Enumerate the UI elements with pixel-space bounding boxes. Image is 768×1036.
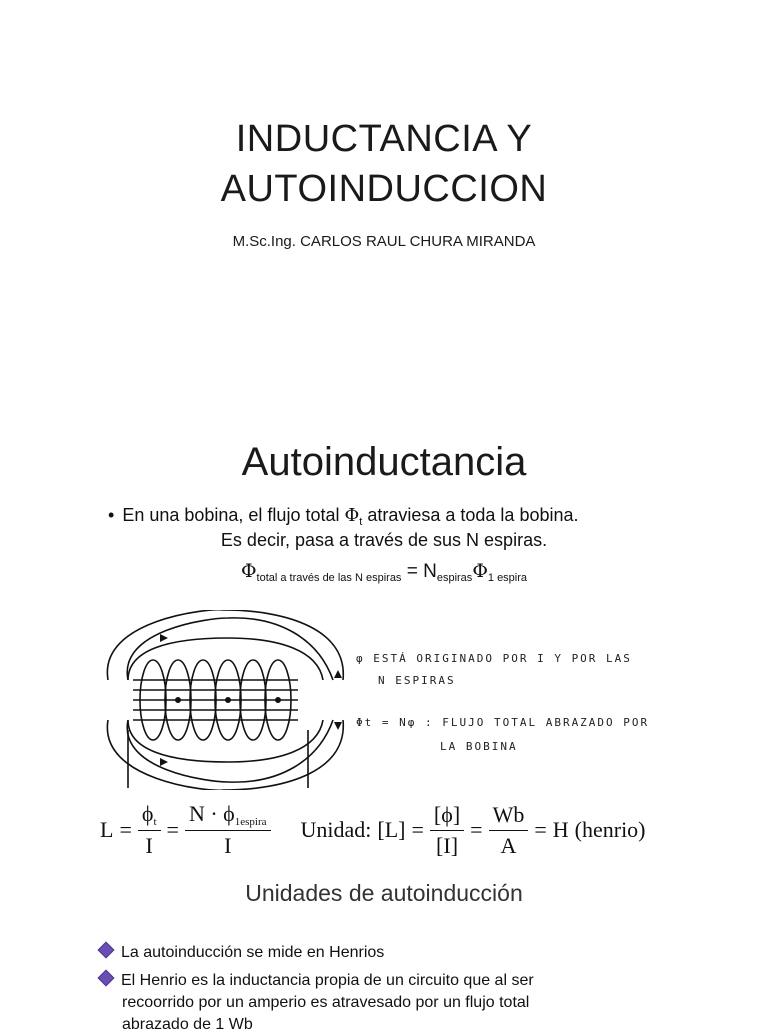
slide1-author: M.Sc.Ing. CARLOS RAUL CHURA MIRANDA [232, 233, 536, 250]
bullet-line2: Es decir, pasa a través de sus N espiras. [220, 530, 548, 550]
f2-phi-t: ϕ [141, 801, 154, 826]
f2-eq4: = [470, 817, 483, 842]
bullet-line1 [108, 505, 579, 528]
f2-bracket-phi: [ϕ] [430, 802, 464, 831]
slide2-title: Autoinductancia [241, 440, 527, 484]
f2-eq2: = [166, 817, 179, 842]
slide1-title-line2: AUTOINDUCCION [220, 168, 548, 210]
f2-bracket-L: [L] [377, 817, 406, 842]
list-item [100, 942, 680, 964]
f2-bracket-I: [I] [436, 832, 459, 858]
coil-note-line2: N ESPIRAS [378, 674, 456, 687]
f2-L: L [100, 817, 114, 842]
bullet-text-part1: En una bobina, el flujo total [122, 505, 340, 525]
flux-loop-bottom [127, 720, 333, 782]
f1-lhs: Φ [240, 560, 257, 582]
item1-text: La autoinducción se mide en Henrios [121, 944, 385, 961]
f2-frac-nphi-over-I [185, 801, 271, 859]
f2-nphi: N · ϕ [188, 801, 235, 826]
slide1-title-line1: INDUCTANCIA Y [235, 118, 533, 160]
f2-frac-phi-over-I [138, 801, 161, 859]
item2-text-line2: recoorrido por un amperio es atravesado por un flujo total [122, 994, 530, 1011]
f2-I2: I [224, 833, 232, 858]
f1-phi: Φ [472, 560, 488, 582]
f2-eq1: = [119, 817, 132, 842]
diamond-bullet-icon [98, 942, 115, 959]
f2-eq3: = [411, 817, 424, 842]
f2-I1: I [145, 833, 153, 858]
f2-eq5: = [534, 817, 547, 842]
formula-inductance [100, 795, 680, 865]
bullet-text-part2: atraviesa a toda la bobina. [367, 505, 579, 525]
f2-unidad: Unidad: [300, 817, 372, 842]
f1-n: N [423, 561, 437, 582]
coil-note-line4: LA BOBINA [440, 740, 518, 753]
f2-h: H [552, 817, 569, 842]
bullet-flux-sub: t [359, 516, 363, 528]
flux-loop-top [127, 618, 333, 680]
f2-henrio: (henrio) [574, 817, 646, 842]
f1-lhs-sub: total a través de las N espiras [256, 572, 402, 584]
slide3-title: Unidades de autoinducción [245, 880, 523, 906]
f2-frac-wb-over-a [489, 802, 529, 859]
bullet-flux-symbol: Φ [344, 505, 360, 526]
f2-phi-t-sub: t [153, 816, 157, 828]
bullet-dot: • [108, 505, 115, 525]
formula-total-flux [0, 560, 768, 584]
f2-wb: Wb [489, 802, 529, 831]
coil-note-line3: Φt = Nφ : FLUJO TOTAL ABRAZADO POR [356, 716, 650, 729]
item2-text-line1: El Henrio es la inductancia propia de un circuito que al ser [121, 972, 534, 989]
coil-drawing [98, 610, 668, 790]
f2-nphi-sub: 1espira [234, 816, 267, 828]
f1-eq: = [406, 561, 418, 582]
f2-a: A [500, 832, 517, 858]
coil-note-line1: φ ESTÁ ORIGINADO POR I Y POR LAS [356, 652, 632, 665]
item2-text-line3: abrazado de 1 Wb [122, 1016, 253, 1033]
diamond-bullet-icon [98, 970, 115, 987]
f1-n-sub: espiras [436, 572, 473, 584]
f1-phi-sub: 1 espira [487, 572, 528, 584]
list-item [100, 970, 680, 1036]
f2-frac-units [430, 802, 464, 859]
